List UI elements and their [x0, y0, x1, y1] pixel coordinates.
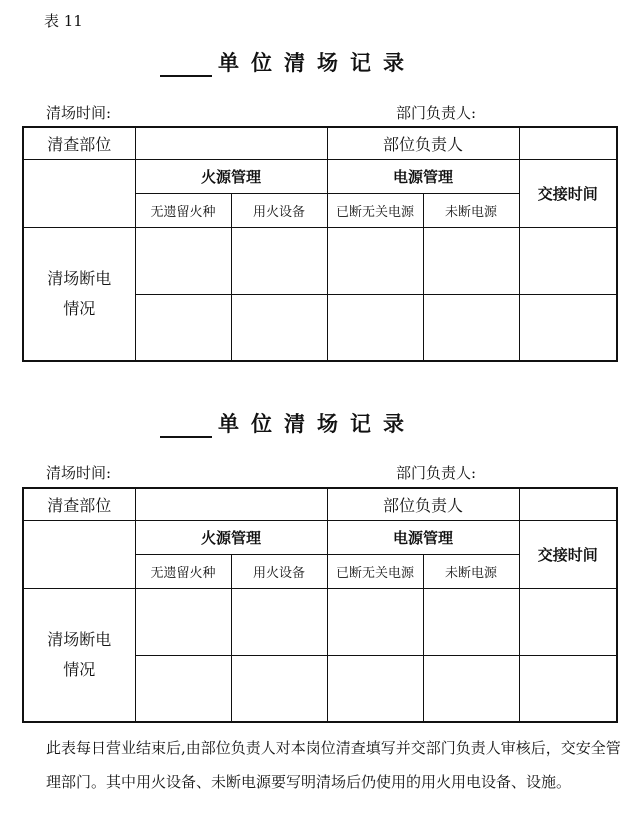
disconnected-power-header: 已断无关电源 [327, 554, 423, 588]
entry-cell[interactable] [231, 655, 327, 722]
condition-label-line2: 情况 [63, 659, 96, 679]
no-remaining-fire-header: 无遗留火种 [135, 193, 231, 227]
clearance-record-table [22, 126, 618, 362]
condition-label-line2: 情况 [63, 298, 96, 318]
entry-cell[interactable] [519, 588, 617, 655]
table-number: 表 11 [44, 12, 83, 30]
fire-equipment-header: 用火设备 [231, 554, 327, 588]
entry-cell[interactable] [519, 227, 617, 294]
location-head-field[interactable] [519, 488, 617, 520]
check-location-label: 清查部位 [23, 127, 135, 159]
not-disconnected-power-header: 未断电源 [423, 193, 519, 227]
handover-time-header: 交接时间 [519, 520, 617, 588]
entry-cell[interactable] [327, 294, 423, 361]
footer-note: 此表每日营业结束后,由部位负责人对本岗位清查填写并交部门负责人审核后，交安全管理部门。其中用火设备、未断电源要写明清场后仍使用的用火用电设备、设施。 [46, 739, 621, 791]
entry-cell[interactable] [423, 588, 519, 655]
clear-time-label: 清场时间: [46, 464, 112, 482]
form-title-text: 单位清场记录 [218, 412, 416, 436]
unit-name-blank[interactable] [160, 416, 212, 438]
entry-cell[interactable] [423, 655, 519, 722]
entry-cell[interactable] [327, 588, 423, 655]
power-management-header: 电源管理 [327, 159, 519, 193]
entry-cell[interactable] [231, 588, 327, 655]
condition-label [23, 588, 135, 722]
form-title [160, 410, 460, 438]
entry-cell[interactable] [135, 588, 231, 655]
fire-management-header: 火源管理 [135, 520, 327, 554]
fire-equipment-header: 用火设备 [231, 193, 327, 227]
dept-head-label: 部门负责人: [396, 104, 477, 122]
clear-time-label: 清场时间: [46, 104, 112, 122]
entry-cell[interactable] [327, 227, 423, 294]
entry-cell[interactable] [231, 227, 327, 294]
dept-head-label: 部门负责人: [396, 464, 477, 482]
condition-label-line1: 清场断电 [47, 268, 112, 288]
entry-cell[interactable] [327, 655, 423, 722]
entry-cell[interactable] [519, 294, 617, 361]
entry-cell[interactable] [231, 294, 327, 361]
disconnected-power-header: 已断无关电源 [327, 193, 423, 227]
entry-cell[interactable] [423, 294, 519, 361]
handover-time-header: 交接时间 [519, 159, 617, 227]
no-remaining-fire-header: 无遗留火种 [135, 554, 231, 588]
entry-cell[interactable] [423, 227, 519, 294]
entry-cell[interactable] [135, 227, 231, 294]
clearance-record-table [22, 487, 618, 723]
unit-name-blank[interactable] [160, 55, 212, 77]
not-disconnected-power-header: 未断电源 [423, 554, 519, 588]
entry-cell[interactable] [135, 655, 231, 722]
form-title-text: 单位清场记录 [218, 51, 416, 75]
location-head-field[interactable] [519, 127, 617, 159]
entry-cell[interactable] [519, 655, 617, 722]
fire-management-header: 火源管理 [135, 159, 327, 193]
location-head-label: 部位负责人 [327, 488, 519, 520]
power-management-header: 电源管理 [327, 520, 519, 554]
entry-cell[interactable] [135, 294, 231, 361]
check-location-field[interactable] [135, 127, 327, 159]
check-location-field[interactable] [135, 488, 327, 520]
blank-header-cell [23, 159, 135, 227]
check-location-label: 清查部位 [23, 488, 135, 520]
condition-label-line1: 清场断电 [47, 629, 112, 649]
location-head-label: 部位负责人 [327, 127, 519, 159]
condition-label [23, 227, 135, 361]
blank-header-cell [23, 520, 135, 588]
form-title [160, 49, 460, 77]
